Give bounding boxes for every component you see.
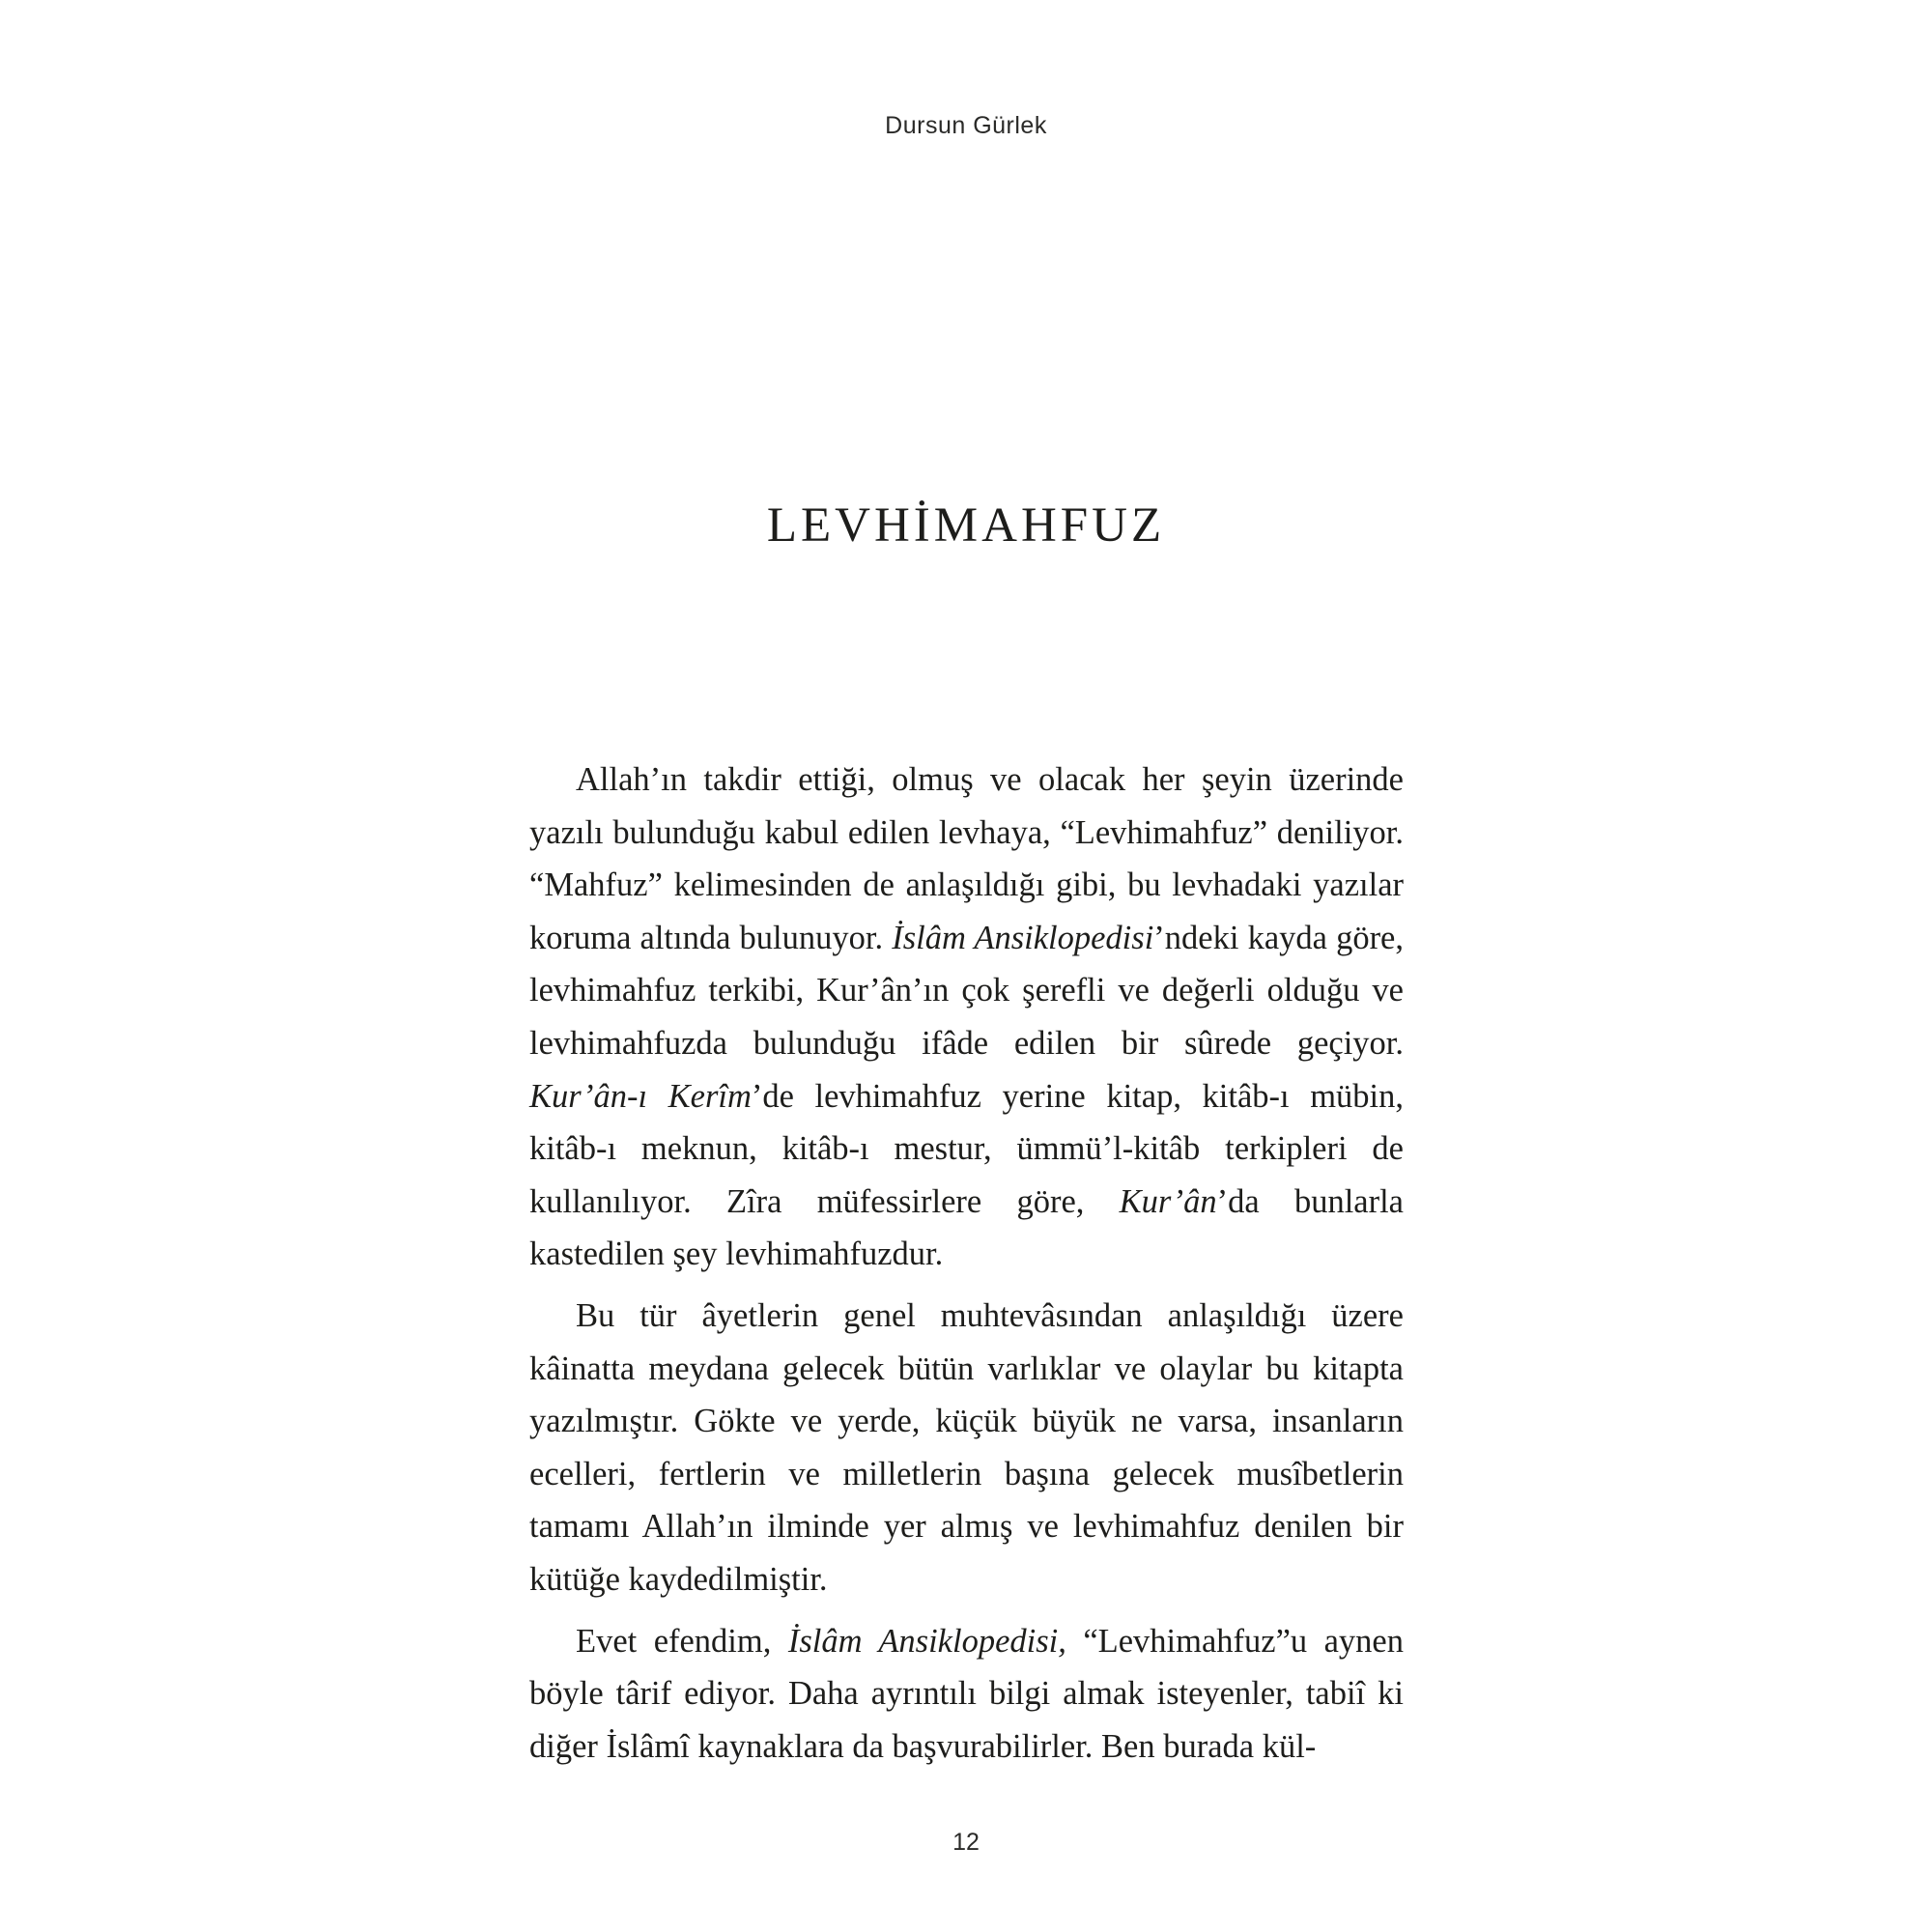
- paragraph-3: [529, 1615, 1404, 1774]
- paragraph-3-text-1: Evet efendim,: [576, 1622, 788, 1660]
- body-text: [529, 753, 1404, 1781]
- paragraph-1-italic-kuran-i-kerim: Kur’ân-ı Kerîm: [529, 1077, 752, 1115]
- paragraph-1: [529, 753, 1404, 1281]
- paragraph-3-text-2: “Levhimahfuz”u aynen böyle târif ediyor. Daha ayrıntılı bilgi almak isteyenler, tabiî ki diğer İslâmî kaynaklara da başvurabilirler. Ben burada kül-: [529, 1622, 1404, 1765]
- paragraph-1-italic-islam-ansiklopedisi: İslâm Ansiklopedisi: [892, 919, 1154, 956]
- paragraph-1-text-2: ’ndeki kayda göre, levhimahfuz terkibi, Kur’ân’ın çok şerefli ve değerli olduğu ve levhimahfuzda bulunduğu ifâde edilen bir sûrede geçiyor.: [529, 919, 1404, 1062]
- page-number: 12: [952, 1829, 980, 1856]
- chapter-title: LEVHİMAHFUZ: [766, 498, 1166, 553]
- running-head-author: Dursun Gürlek: [885, 112, 1047, 139]
- paragraph-1-italic-kuran: Kur’ân: [1119, 1182, 1217, 1220]
- paragraph-1-text-1: Allah’ın takdir ettiği, olmuş ve olacak her şeyin üzerinde yazılı bulunduğu kabul edilen levhaya, “Levhimahfuz” deniliyor. “Mahfuz” kelimesinden de anlaşıldığı gibi, bu levhadaki yazılar koruma altında bulunuyor.: [529, 761, 1404, 956]
- paragraph-1-text-3: ’de levhimahfuz yerine kitap, kitâb-ı mübin, kitâb-ı meknun, kitâb-ı mestur, ümmü’l-kitâb terkipleri de kullanılıyor. Zîra müfessirlere göre,: [529, 1077, 1404, 1220]
- paragraph-3-italic-islam-ansiklopedisi: İslâm Ansiklopedisi,: [787, 1622, 1066, 1660]
- paragraph-1-text-4: ’da bunlarla kastedilen şey levhimahfuzdur.: [529, 1182, 1404, 1273]
- paragraph-2: Bu tür âyetlerin genel muhtevâsından anlaşıldığı üzere kâinatta meydana gelecek bütün varlıklar ve olaylar bu kitapta yazılmıştır. Gökte ve yerde, küçük büyük ne varsa, insanların ecelleri, fertlerin ve milletlerin başına gelecek musîbetlerin tamamı Allah’ın ilminde yer almış ve levhimahfuz denilen bir kütüğe kaydedilmiştir.: [529, 1296, 1404, 1598]
